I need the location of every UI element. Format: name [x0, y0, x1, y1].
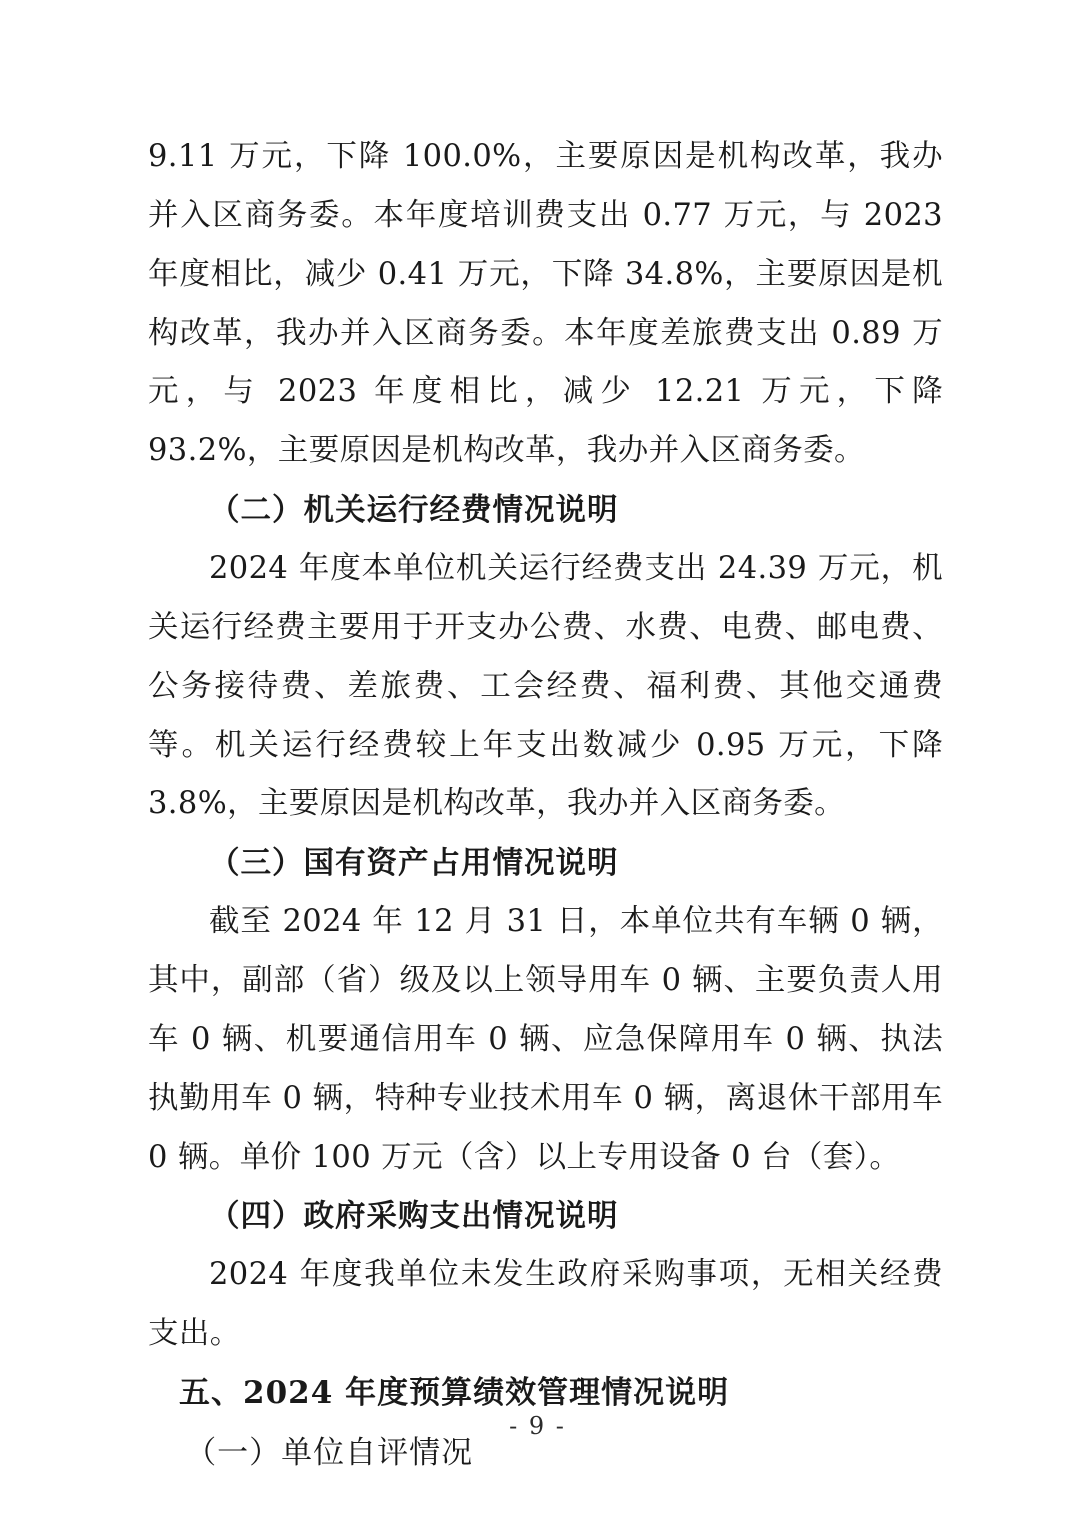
paragraph-government-procurement: 2024 年度我单位未发生政府采购事项，无相关经费支出。	[148, 1257, 943, 1352]
heading-unit-self-evaluation: （一）单位自评情况	[185, 1434, 474, 1471]
paragraph-expenses-continued: 9.11 万元，下降 100.0%，主要原因是机构改革，我办并入区商务委。本年度培训费支出 0.77 万元，与 2023 年度相比，减少 0.41 万元，下降 34.8%，主要原因是机构改革，我办并入区商务委。本年度差旅费支出 0.89 万元，与 2023 年度相比，减少 12.21 万元，下降 93.2%，主要原因是机构改革，我办并入区商务委。	[148, 139, 943, 469]
page-number: - 9 -	[509, 1412, 566, 1440]
heading-state-assets-occupation: （三）国有资产占用情况说明	[209, 845, 619, 882]
paragraph-state-assets-occupation: 截至 2024 年 12 月 31 日，本单位共有车辆 0 辆，其中，副部（省）级及以上领导用车 0 辆、主要负责人用车 0 辆、机要通信用车 0 辆、应急保障用车 0 辆、执法执勤用车 0 辆，特种专业技术用车 0 辆，离退休干部用车 0 辆。单价 100 万元（含）以上专用设备 0 台（套）。	[148, 904, 943, 1175]
document-body	[148, 128, 943, 1484]
heading-government-procurement: （四）政府采购支出情况说明	[209, 1198, 619, 1235]
heading-section-five-budget-performance: 五、2024 年度预算绩效管理情况说明	[179, 1375, 730, 1412]
paragraph-agency-operating-expenses: 2024 年度本单位机关运行经费支出 24.39 万元，机关运行经费主要用于开支办公费、水费、电费、邮电费、公务接待费、差旅费、工会经费、福利费、其他交通费等。机关运行经费较上年支出数减少 0.95 万元，下降 3.8%，主要原因是机构改革，我办并入区商务委。	[148, 551, 943, 822]
heading-agency-operating-expenses: （二）机关运行经费情况说明	[209, 492, 619, 529]
